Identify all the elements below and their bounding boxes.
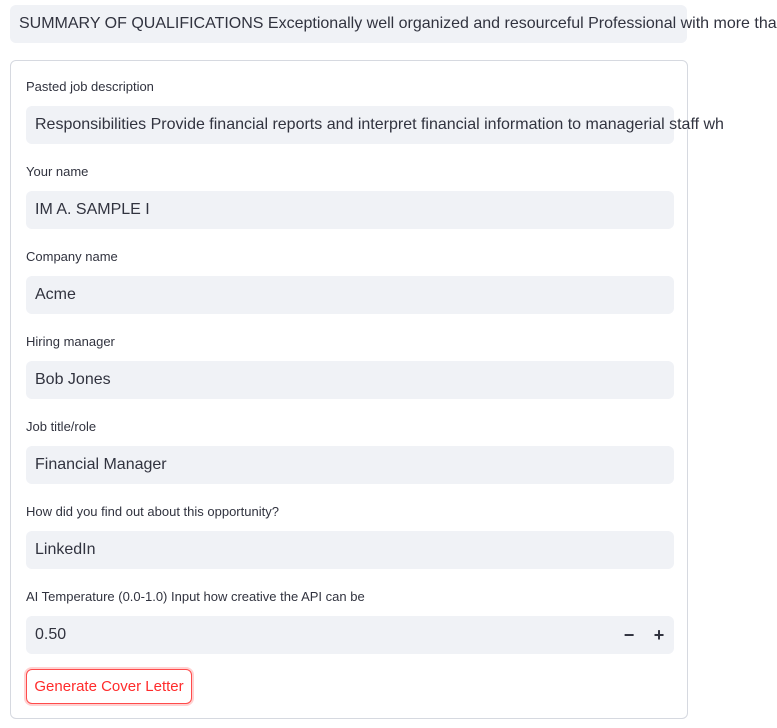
your-name-value: IM A. SAMPLE I: [35, 201, 150, 218]
job-description-label: Pasted job description: [26, 79, 154, 94]
company-name-input[interactable]: [26, 276, 674, 314]
temperature-input[interactable]: 0.50: [35, 626, 67, 643]
your-name-label: Your name: [26, 164, 89, 179]
source-input[interactable]: [26, 531, 674, 569]
job-title-value: Financial Manager: [35, 456, 167, 473]
company-name-value: Acme: [35, 286, 76, 303]
resume-input-value: SUMMARY OF QUALIFICATIONS Exceptionally well organized and resourceful Professional with more tha: [19, 15, 777, 32]
job-title-input[interactable]: [26, 446, 674, 484]
job-description-input[interactable]: [26, 106, 724, 144]
job-description-value: Responsibilities Provide financial reports and interpret financial information to managerial staff wh: [35, 116, 724, 133]
decrement-button[interactable]: −: [623, 624, 635, 645]
increment-button[interactable]: +: [653, 624, 665, 645]
temperature-stepper: [26, 616, 674, 654]
job-title-label: Job title/role: [26, 419, 97, 434]
source-value: LinkedIn: [35, 541, 96, 558]
resume-input[interactable]: [10, 5, 777, 43]
generate-cover-letter-button[interactable]: Generate Cover Letter: [26, 669, 192, 704]
your-name-input[interactable]: [26, 191, 674, 229]
cover-letter-form: [10, 60, 724, 719]
temperature-label: AI Temperature (0.0-1.0) Input how creative the API can be: [26, 589, 365, 604]
hiring-manager-value: Bob Jones: [35, 371, 111, 388]
hiring-manager-input[interactable]: [26, 361, 674, 399]
hiring-manager-label: Hiring manager: [26, 334, 115, 349]
source-label: How did you find out about this opportunity?: [26, 504, 279, 519]
company-name-label: Company name: [26, 249, 118, 264]
